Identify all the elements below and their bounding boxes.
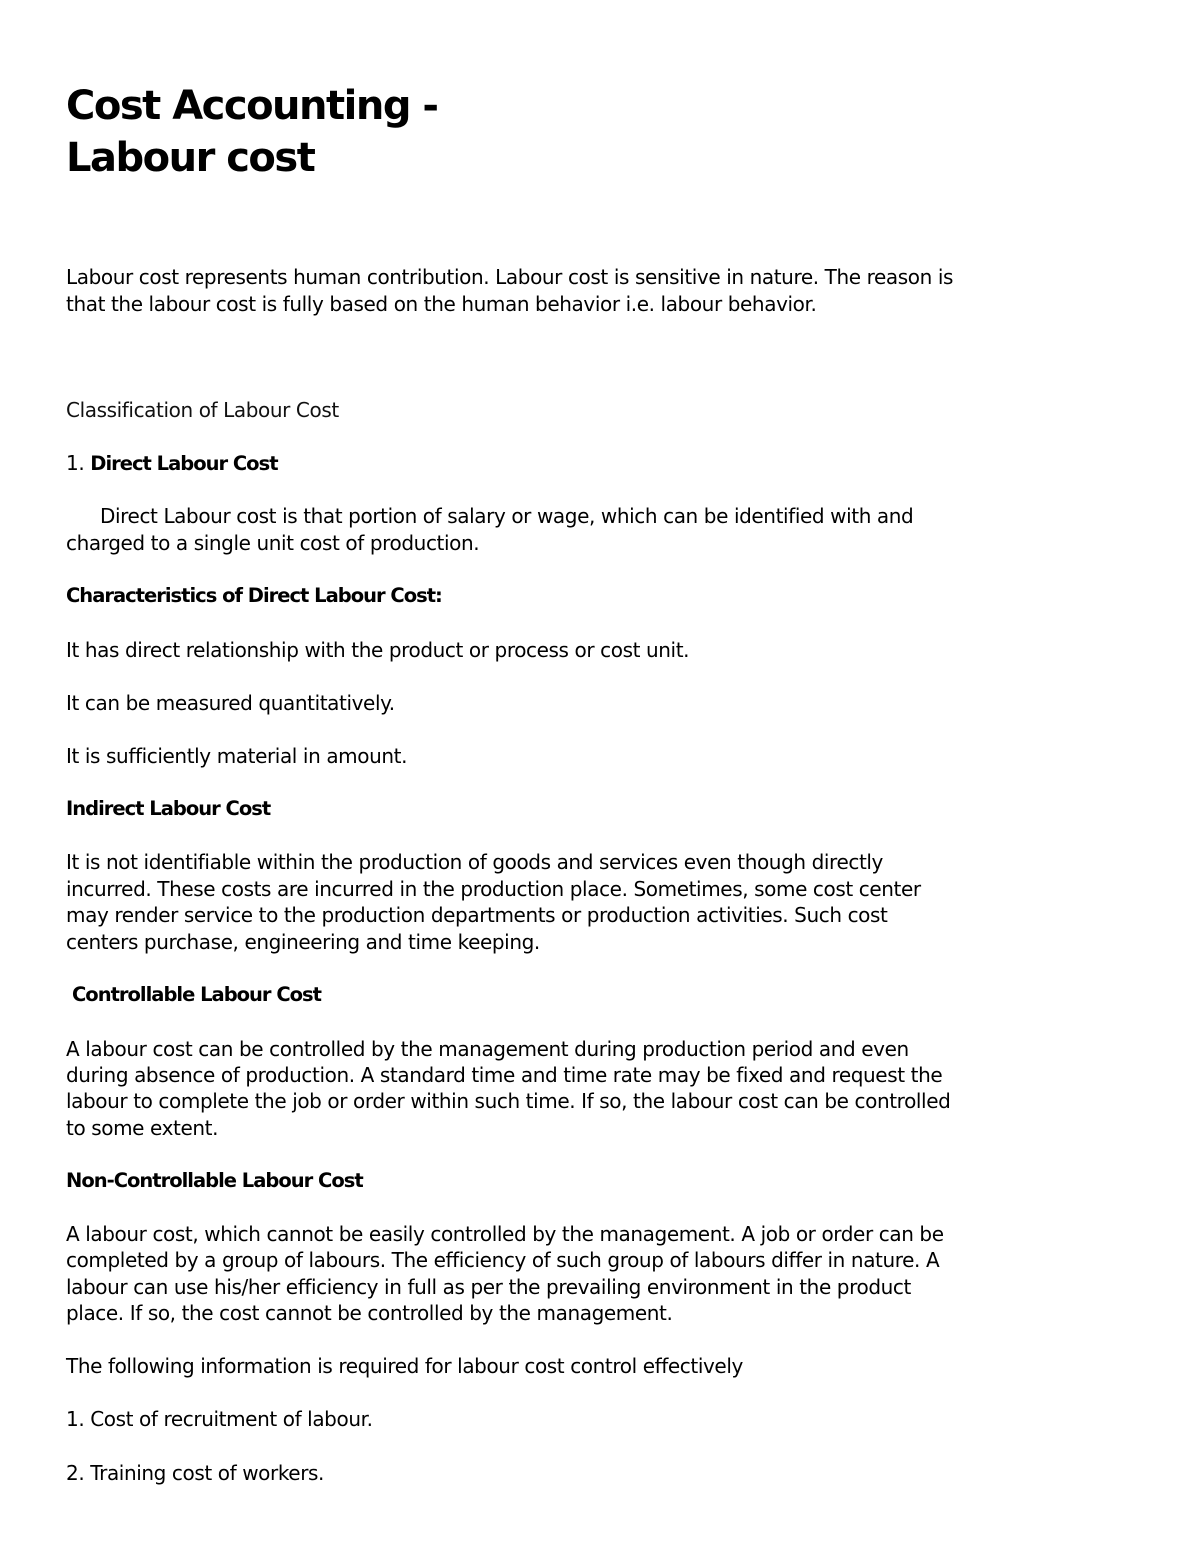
direct-labour-title: Direct Labour Cost xyxy=(90,452,278,475)
indirect-line: It is not identifiable within the production of goods and services even though directly xyxy=(66,850,883,874)
control-info-item: 1. Cost of recruitment of labour. xyxy=(66,1407,373,1431)
direct-labour-number: 1. xyxy=(66,451,85,475)
title-line-1: Cost Accounting - xyxy=(66,83,438,129)
indirect-line: may render service to the production departments or production activities. Such cost xyxy=(66,903,888,927)
controllable-line: to some extent. xyxy=(66,1116,219,1140)
non-controllable-line: A labour cost, which cannot be easily controlled by the management. A job or order can be xyxy=(66,1222,944,1246)
characteristic-item: It has direct relationship with the product or process or cost unit. xyxy=(66,638,690,662)
characteristic-item: It can be measured quantitatively. xyxy=(66,691,395,715)
controllable-line: A labour cost can be controlled by the management during production period and even xyxy=(66,1037,909,1061)
characteristics-heading: Characteristics of Direct Labour Cost: xyxy=(66,584,442,607)
indirect-line: centers purchase, engineering and time keeping. xyxy=(66,930,540,954)
classification-heading: Classification of Labour Cost xyxy=(66,398,339,422)
direct-labour-heading xyxy=(66,450,1066,478)
intro-line-1: Labour cost represents human contribution. Labour cost is sensitive in nature. The reason is xyxy=(66,265,954,289)
intro-line-2: that the labour cost is fully based on the human behavior i.e. labour behavior. xyxy=(66,292,817,316)
direct-labour-desc-line-1: Direct Labour cost is that portion of salary or wage, which can be identified with and xyxy=(100,504,914,528)
direct-labour-desc-line-2: charged to a single unit cost of production. xyxy=(66,531,480,555)
control-info-intro: The following information is required for labour cost control effectively xyxy=(66,1354,743,1378)
control-info-item: 2. Training cost of workers. xyxy=(66,1461,324,1485)
characteristic-item: It is sufficiently material in amount. xyxy=(66,744,408,768)
indirect-labour-heading: Indirect Labour Cost xyxy=(66,797,271,820)
document-title xyxy=(66,80,666,184)
title-line-2: Labour cost xyxy=(66,135,315,181)
controllable-line: during absence of production. A standard time and time rate may be fixed and request the xyxy=(66,1063,943,1087)
controllable-line: labour to complete the job or order within such time. If so, the labour cost can be controlled xyxy=(66,1089,951,1113)
indirect-line: incurred. These costs are incurred in the production place. Sometimes, some cost center xyxy=(66,877,921,901)
non-controllable-heading: Non-Controllable Labour Cost xyxy=(66,1169,363,1192)
non-controllable-line: labour can use his/her efficiency in full as per the prevailing environment in the product xyxy=(66,1275,911,1299)
controllable-heading: Controllable Labour Cost xyxy=(72,983,321,1006)
non-controllable-line: place. If so, the cost cannot be controlled by the management. xyxy=(66,1301,673,1325)
non-controllable-line: completed by a group of labours. The efficiency of such group of labours differ in nature. A xyxy=(66,1248,940,1272)
